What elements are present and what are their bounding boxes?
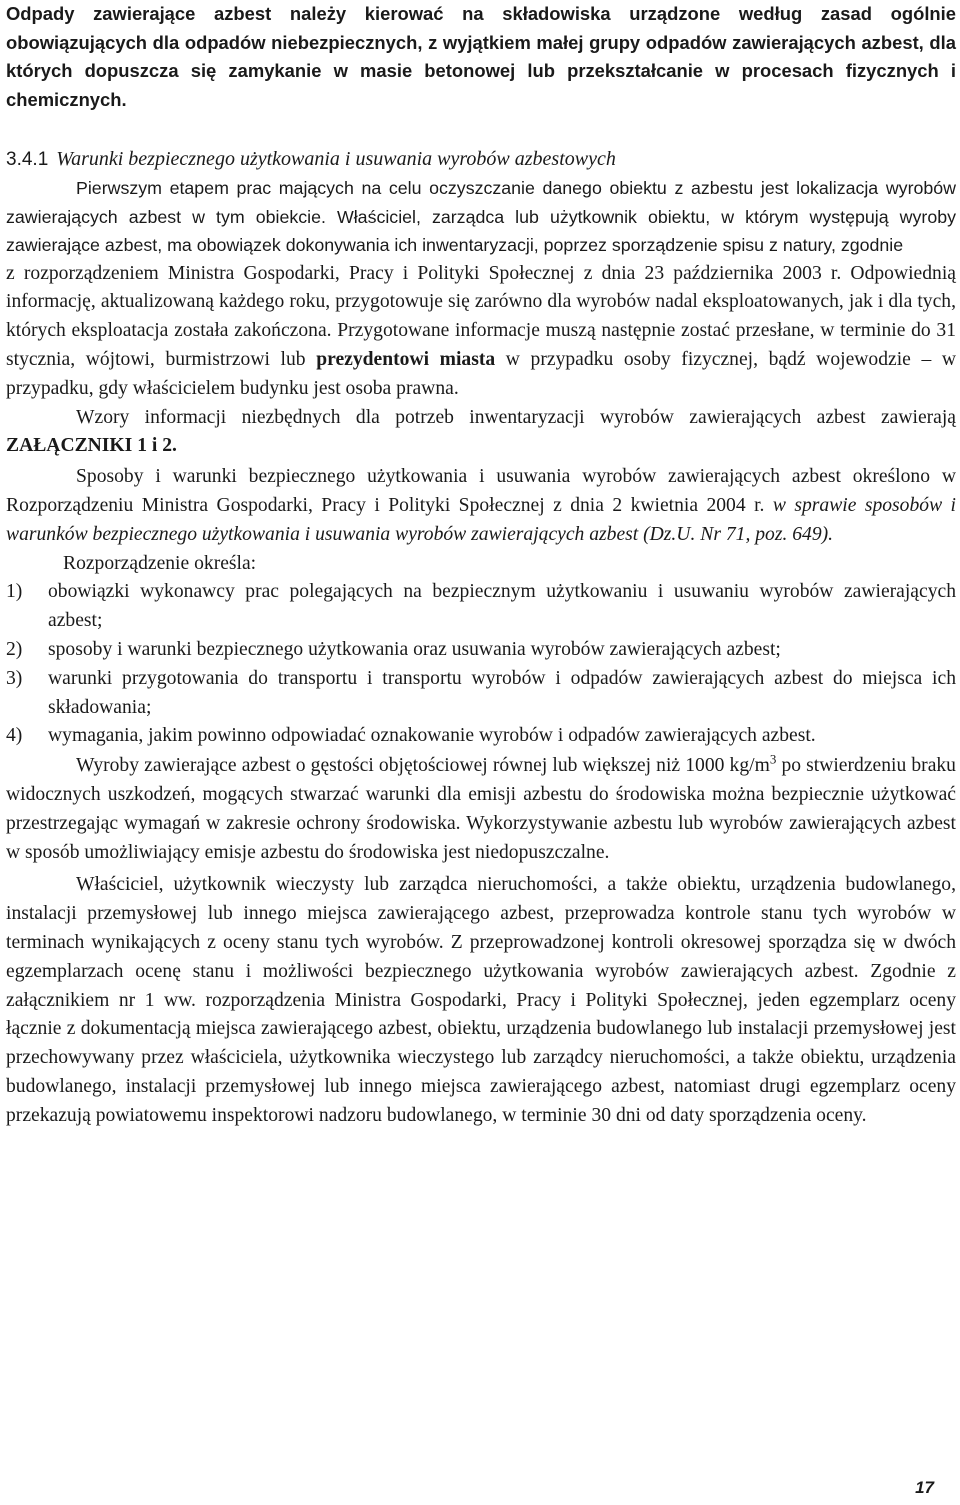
paragraph-inventory-serif	[6, 260, 956, 404]
section-number: 3.4.1	[6, 149, 49, 171]
paragraph-density	[6, 752, 956, 867]
list-item	[6, 636, 956, 665]
list-item-text: obowiązki wykonawcy prac polegających na bezpiecznym użytkowaniu i usuwaniu wyrobów zawierających azbest;	[48, 581, 956, 632]
paragraph-inventory-tail: w przypadku osoby fizycznej, bądź wojewodzie – w przypadku, gdy właścicielem budynku jest osoba prawna.	[6, 348, 957, 399]
page-number: 17	[915, 1478, 934, 1497]
paragraph-inventory-bold: prezydentowi miasta	[316, 348, 496, 370]
paragraph-density-pre: Wyroby zawierające azbest o gęstości objętościowej równej lub większej niż 1000 kg/m	[76, 755, 770, 777]
list-item-number: 2)	[6, 638, 23, 660]
paragraph-density-sup: 3	[769, 751, 777, 767]
list-item	[6, 722, 956, 751]
list-item-text: wymagania, jakim powinno odpowiadać oznakowanie wyrobów i odpadów zawierających azbest.	[48, 725, 816, 747]
paragraph-inventory-text: z rozporządzeniem Ministra Gospodarki, Pracy i Polityki Społecznej z dnia 23 października 2003 r. Odpowiednią informację, aktualizowaną każdego roku, przygotowuje się zarówno dla wyrobów nadal eksploatowanych, jak i dla tych, których eksploatacja została zakończona. Przygotowane informacje muszą następnie zostać przesłane, w terminie do 31 stycznia, wójtowi, burmistrzowi lub	[6, 262, 956, 370]
paragraph-regulation-italic: w sprawie sposobów i warunków bezpiecznego użytkowania i usuwania wyrobów zawierających azbest (Dz.U. Nr 71, poz. 649).	[6, 494, 957, 545]
list-item	[6, 578, 956, 636]
document-page	[6, 0, 956, 1131]
intro-paragraph: Odpady zawierające azbest należy kierować na składowiska urządzone według zasad ogólnie obowiązujących dla odpadów niebezpiecznych, z wyjątkiem małej grupy odpadów zawierających azbest, dla których dopuszcza się zamykanie w masie betonowej lub przekształcanie w procesach fizycznych i chemicznych.	[6, 3, 956, 110]
paragraph-inventory	[6, 174, 956, 403]
list-item	[6, 665, 956, 723]
section-title: Warunki bezpiecznego użytkowania i usuwania wyrobów azbestowych	[56, 148, 616, 171]
paragraph-regulation-text: Sposoby i warunki bezpiecznego użytkowania i usuwania wyrobów zawierających azbest określono w Rozporządzeniu Ministra Gospodarki, Pracy i Polityki Społecznej z dnia 2 kwietnia 2004 r.	[6, 466, 956, 516]
regulation-list	[6, 578, 956, 751]
paragraph-inventory-sans: Pierwszym etapem prac mających na celu oczyszczanie danego obiektu z azbestu jest lokalizacja wyrobów zawierających azbest w tym obiekcie. Właściciel, zarządca lub użytkownik obiektu, w którym występują wyroby zawierające azbest, ma obowiązek dokonywania ich inwentaryzacji, poprzez sporządzenie spisu z natury, zgodnie	[6, 178, 956, 256]
paragraph-templates-bold: ZAŁĄCZNIKI 1 i 2.	[6, 435, 177, 457]
paragraph-density-post: po stwierdzeniu braku widocznych uszkodzeń, mogących stwarzać warunki dla emisji azbestu do środowiska można bezpiecznie użytkować przestrzegając wymagań w zakresie ochrony środowiska. Wykorzystywanie azbestu lub wyrobów zawierających azbest w sposób umożliwiający emisje azbestu do środowiska jest niedopuszczalne.	[6, 755, 956, 863]
regulation-intro: Rozporządzenie określa:	[63, 552, 257, 574]
list-item-number: 3)	[6, 667, 23, 689]
paragraph-regulation	[6, 463, 956, 549]
paragraph-templates	[6, 404, 956, 462]
paragraph-owner: Właściciel, użytkownik wieczysty lub zarządca nieruchomości, a także obiektu, urządzenia budowlanego, instalacji przemysłowej lub innego miejsca zawierającego azbest, przeprowadza kontrole stanu tych wyrobów w terminach wynikających z oceny stanu tych wyrobów. Z przeprowadzonej kontroli okresowej sporządza się w dwóch egzemplarzach ocenę stanu i możliwości bezpiecznego użytkowania wyrobów zawierających azbest. Zgodnie z załącznikiem nr 1 ww. rozporządzenia Ministra Gospodarki, Pracy i Polityki Społecznej, jeden egzemplarz oceny łącznie z dokumentacją miejsca zawierającego azbest, obiektu, urządzenia budowlanego lub instalacji przemysłowej jest przechowywany przez właściciela, użytkownika wieczystego lub zarządcy nieruchomości, a także obiektu, urządzenia budowlanego, instalacji przemysłowej lub innego miejsca zawierającego azbest, natomiast drugi egzemplarz oceny przekazują powiatowemu inspektorowi nadzoru budowlanego, w terminie 30 dni od daty sporządzenia oceny.	[6, 874, 956, 1126]
list-item-text: sposoby i warunki bezpiecznego użytkowania oraz usuwania wyrobów zawierających azbest;	[48, 638, 781, 660]
list-item-number: 4)	[6, 725, 23, 747]
section-heading	[6, 145, 956, 174]
list-item-number: 1)	[6, 581, 23, 603]
list-item-text: warunki przygotowania do transportu i transportu wyrobów i odpadów zawierających azbest do miejsca ich składowania;	[48, 667, 956, 718]
paragraph-templates-text: Wzory informacji niezbędnych dla potrzeb inwentaryzacji wyrobów zawierających azbest zawierają	[76, 406, 956, 428]
